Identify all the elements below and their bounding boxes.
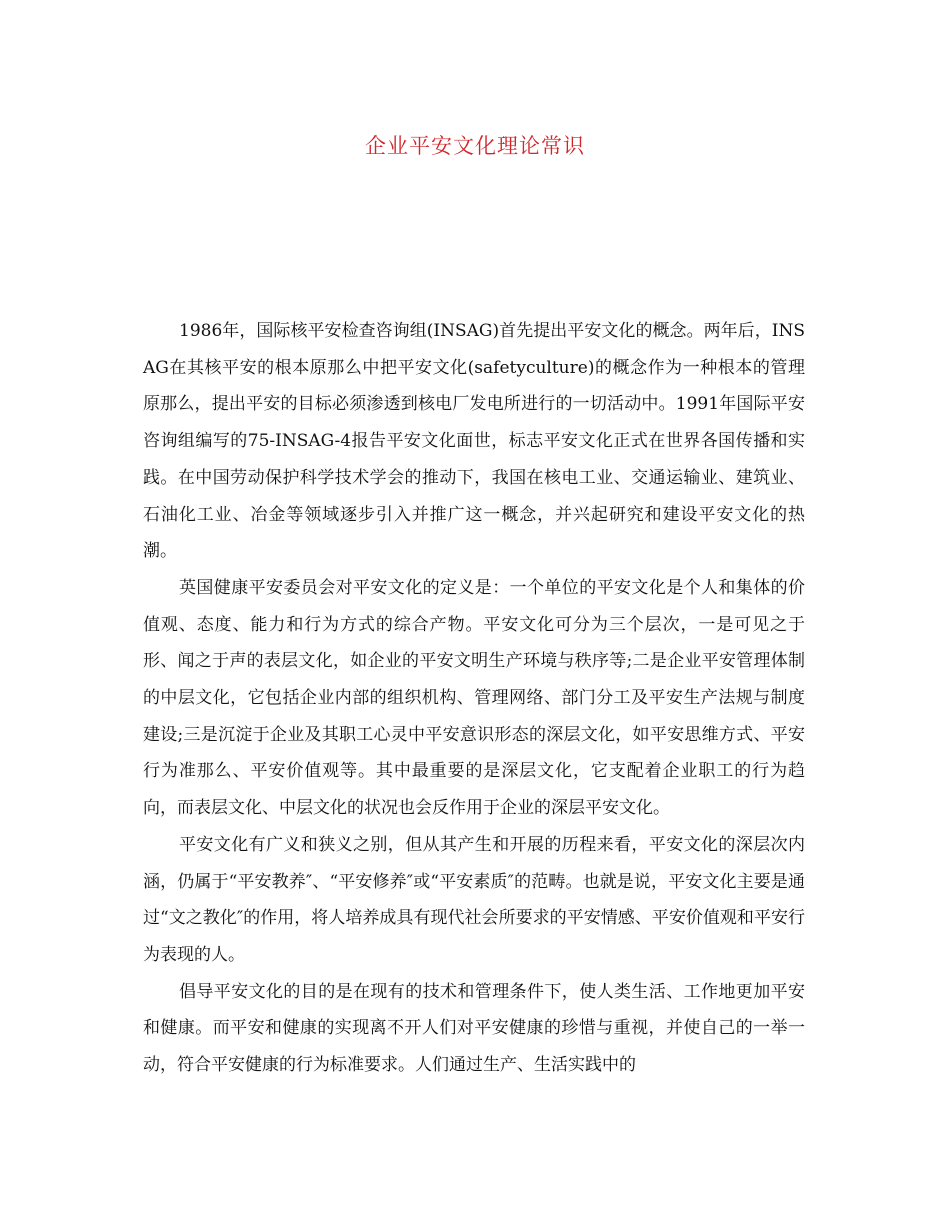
paragraph-3: 平安文化有广义和狭义之别，但从其产生和开展的历程来看，平安文化的深层次内涵，仍属于“平安教养″、“平安修养″或“平安素质″的范畴。也就是说，平安文化主要是通过“文之教化″的作用，将人培养成具有现代社会所要求的平安情感、平安价值观和平安行为表现的人。 bbox=[143, 834, 805, 965]
paragraph-4: 倡导平安文化的目的是在现有的技术和管理条件下，使人类生活、工作地更加平安和健康。而平安和健康的实现离不开人们对平安健康的珍惜与重视，并使自己的一举一动，符合平安健康的行为标准要求。人们通过生产、生活实践中的 bbox=[143, 981, 805, 1076]
paragraph-1: 1986年，国际核平安检查咨询组(INSAG)首先提出平安文化的概念。两年后，INSAG在其核平安的根本原那么中把平安文化(safetyculture)的概念作为一种根本的管理原那么，提出平安的目标必须渗透到核电厂发电所进行的一切活动中。1991年国际平安咨询组编写的75-INSAG-4报告平安文化面世，标志平安文化正式在世界各国传播和实践。在中国劳动保护科学技术学会的推动下，我国在核电工业、交通运输业、建筑业、石油化工业、冶金等领域逐步引入并推广这一概念，并兴起研究和建设平安文化的热潮。 bbox=[143, 321, 805, 562]
document-title: 企业平安文化理论常识 bbox=[365, 134, 585, 158]
paragraph-2: 英国健康平安委员会对平安文化的定义是：一个单位的平安文化是个人和集体的价值观、态度、能力和行为方式的综合产物。平安文化可分为三个层次，一是可见之于形、闻之于声的表层文化，如企业的平安文明生产环境与秩序等;二是企业平安管理体制的中层文化，它包括企业内部的组织机构、管理网络、部门分工及平安生产法规与制度建设;三是沉淀于企业及其职工心灵中平安意识形态的深层文化，如平安思维方式、平安行为准那么、平安价值观等。其中最重要的是深层文化，它支配着企业职工的行为趋向，而表层文化、中层文化的状况也会反作用于企业的深层平安文化。 bbox=[143, 577, 805, 819]
document-body bbox=[143, 313, 805, 1084]
